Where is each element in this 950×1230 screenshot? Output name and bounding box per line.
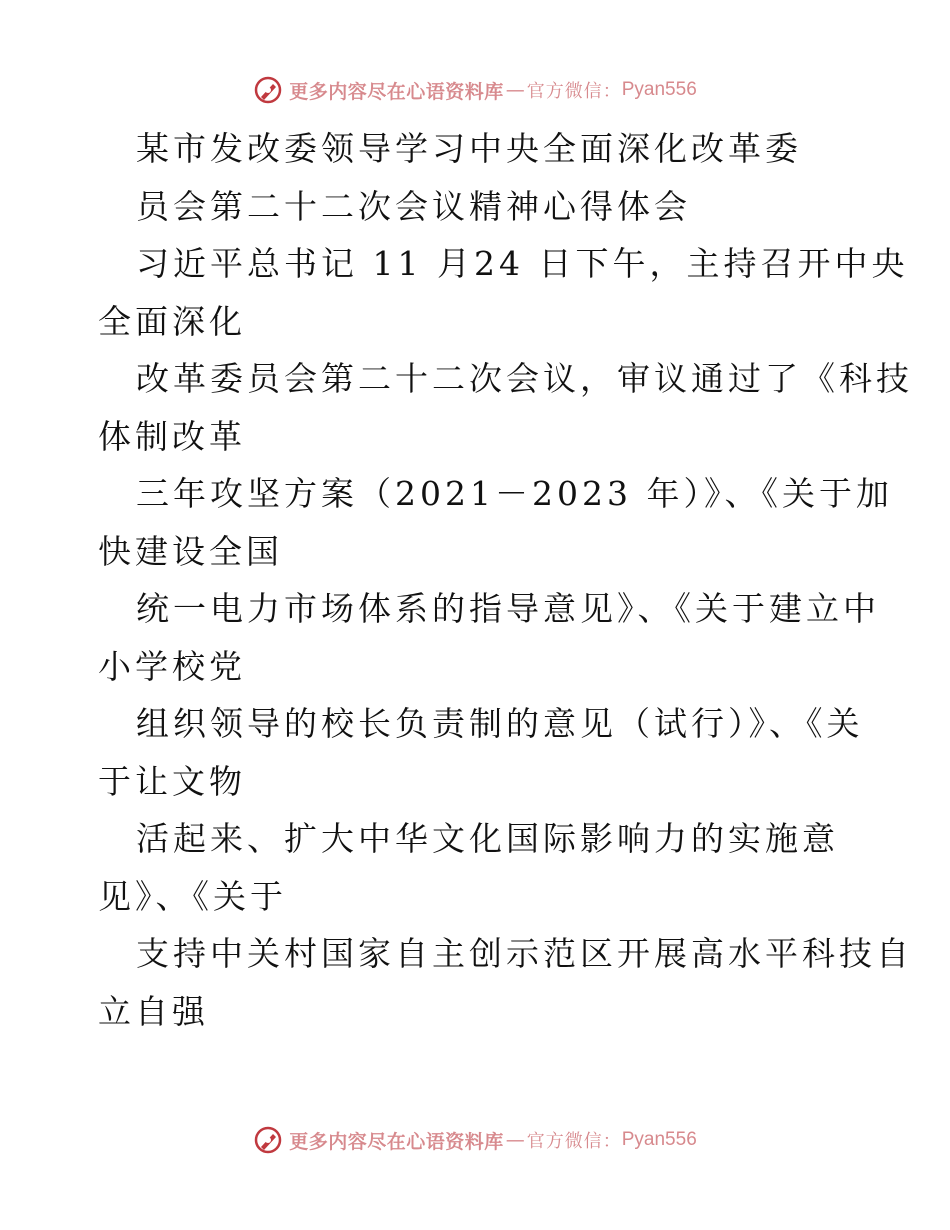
body-line: 统一电力市场体系的指导意见》、《关于建立中 (136, 589, 880, 628)
title-line-2: 员会第二十二次会议精神心得体会 (136, 186, 691, 226)
body-line: 于让文物 (98, 761, 246, 801)
wechat-id: Pyan556 (621, 79, 697, 100)
footer-watermark (0, 1120, 950, 1160)
banner-dash: — (505, 79, 525, 101)
body-line: 快建设全国 (98, 531, 283, 571)
pen-logo-icon (253, 75, 283, 105)
body-line: 小学校党 (98, 646, 246, 686)
body-line: 见》、《关于 (98, 876, 287, 916)
promo-text: 更多内容尽在心语资料库 (289, 1130, 504, 1153)
body-line: 全面深化 (98, 301, 246, 341)
header-watermark (0, 70, 950, 110)
body-line: 习近平总书记 11 月24 日下午，主持召开中央 (136, 244, 909, 283)
body-line: 活起来、扩大中华文化国际影响力的实施意 (136, 819, 839, 858)
body-line: 立自强 (98, 991, 209, 1031)
document-body (98, 120, 913, 1040)
wechat-label: 官方微信： (526, 81, 622, 102)
body-line: 支持中关村国家自主创示范区开展高水平科技自 (136, 934, 913, 973)
body-line: 体制改革 (98, 416, 246, 456)
pen-logo-icon (253, 1125, 283, 1155)
promo-text: 更多内容尽在心语资料库 (289, 80, 504, 103)
banner-dash: — (505, 1129, 525, 1151)
wechat-id: Pyan556 (621, 1129, 697, 1150)
body-line: 改革委员会第二十二次会议，审议通过了《科技 (136, 359, 913, 398)
title-line-1: 某市发改委领导学习中央全面深化改革委 (136, 129, 802, 168)
body-line: 三年攻坚方案（2021－2023 年）》、《关于加 (136, 474, 893, 513)
wechat-label: 官方微信： (526, 1131, 622, 1152)
body-line: 组织领导的校长负责制的意见（试行）》、《关 (136, 704, 864, 743)
